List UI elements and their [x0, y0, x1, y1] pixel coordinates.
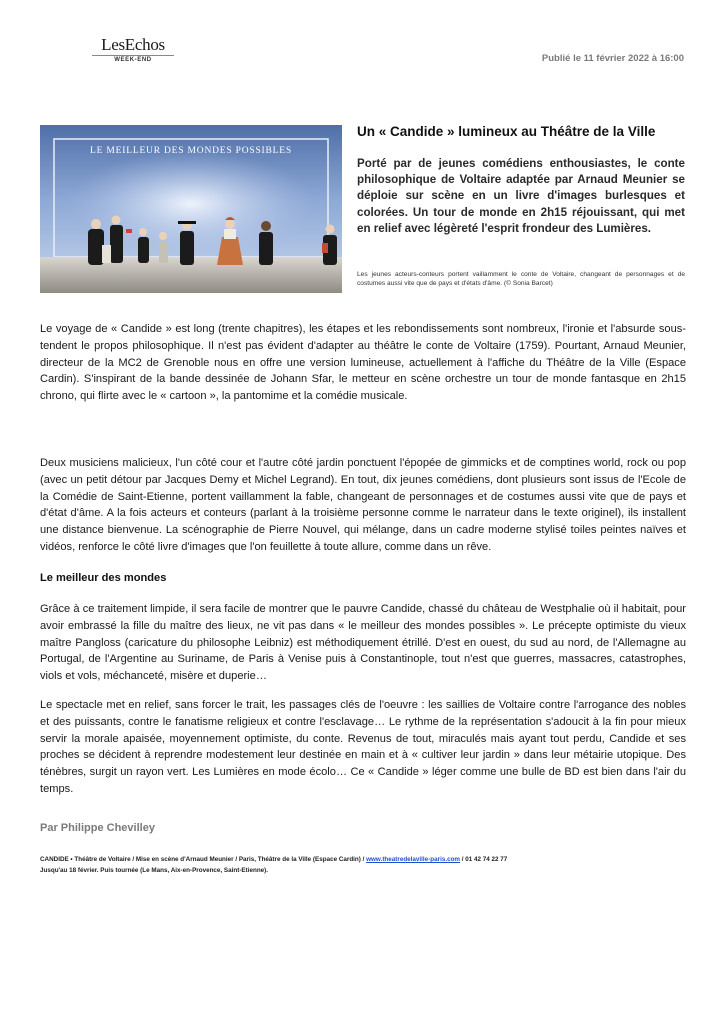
logo-sub-text: WEEK-END: [114, 57, 152, 63]
les-echos-logo: [78, 36, 188, 63]
publication-date: Publié le 11 février 2022 à 16:00: [541, 53, 684, 64]
article-photo: [40, 125, 342, 293]
theatre-website-link[interactable]: www.theatredelaville-paris.com: [366, 856, 461, 863]
credits-line-1: [40, 855, 686, 866]
article-subheading: Le meilleur des mondes: [40, 572, 167, 584]
photo-caption: Les jeunes acteurs-conteurs portent vaillamment le conte de Voltaire, changeant de personnages et de costumes aussi vite que de pays et d'états d'âme. (© Sonia Barcet): [357, 271, 685, 288]
article-paragraph-1: Le voyage de « Candide » est long (trente chapitres), les étapes et les rebondissements sont nombreux, l'ironie et l'absurde sous-tendent le propos philosophique. Il n'est pas évident d'adapter au théâtre le conte de Voltaire (1759). Pourtant, Arnaud Meunier, directeur de la MC2 de Grenoble nous en offre une version lumineuse, actuellement à l'affiche du Théâtre de la Ville (Espace Cardin). S'inspirant de la bande dessinée de Johann Sfar, le metteur en scène orchestre un tour de monde fantasque en 2h15 chrono, qui flirte avec le « cartoon », la pantomime et la comédie musicale.: [40, 323, 686, 403]
article-paragraph-3: Grâce à ce traitement limpide, il sera facile de montrer que le pauvre Candide, chassé du château de Westphalie où il habitait, pour avoir embrassé la fille du maître des lieux, ne vit pas dans « le meilleur des mondes possibles ». Le précepte optimiste du vieux maître Pangloss (caricature du philosophe Leibniz) est méthodiquement étrillé. D'est en ouest, du sud au nord, de l'Allemagne au Portugal, de l'Argentine au Suriname, de Paris à Venise puis à Constantinople, tout n'est que guerres, massacres, catastrophes, viols et vols, méchanceté, misère et duperie…: [40, 603, 686, 683]
logo-main-text: LesEchos: [101, 35, 165, 54]
credits-line-2: Jusqu'au 18 février. Puis tournée (Le Mans, Aix-en-Provence, Saint-Etienne).: [40, 866, 269, 874]
article-byline: Par Philippe Chevilley: [40, 822, 155, 834]
credits-prefix: CANDIDE • Théâtre de Voltaire / Mise en scène d'Arnaud Meunier / Paris, Théâtre de la Ville (Espace Cardin) /: [40, 856, 367, 863]
credits-phone: / 01 42 74 22 77: [460, 856, 508, 863]
article-paragraph-2: Deux musiciens malicieux, l'un côté cour et l'autre côté jardin ponctuent l'épopée de gimmicks et de comptines world, rock ou pop (avec un petit détour par Jacques Demy et Michel Legrand). En tout, dix jeunes comédiens, dont plusieurs sont issus de l'Ecole de la Comédie de Saint-Etienne, portent vaillamment la fable, changeant de personnages et de costumes aussi vite que de pays et d'état d'âme. A la fois acteurs et conteurs (parlant à la troisième personne comme le narrateur dans le texte originel), ils installent une distance bienvenue. La scénographie de Pierre Nouvel, qui mélange, dans un cadre moderne stylisé toiles peintes naïves et vidéos, renforce le côté livre d'images que l'on feuillette à toute allure, comme dans un rêve.: [40, 457, 686, 553]
backdrop-lettering: LE MEILLEUR DES MONDES POSSIBLES: [90, 146, 292, 156]
show-credits: [40, 855, 686, 876]
article-title: Un « Candide » lumineux au Théâtre de la Ville: [357, 124, 656, 139]
logo-rule: [92, 55, 174, 56]
article-paragraph-4: Le spectacle met en relief, sans forcer le trait, les passages clés de l'oeuvre : les saillies de Voltaire contre l'arrogance des nobles et des puissants, contre le fanatisme religieux et contre l'esclavage… Le rythme de la représentation s'adoucit à la fin pour mieux servir la morale apaisée, moyennement optimiste, du conte. Revenus de tout, miraculés mais ayant tout perdu, Candide et ses proches se décident à reprendre modestement leur destinée en main et à « cultiver leur jardin » dans leur métairie utopique. Des ténèbres, surgit un rayon vert. Les Lumières en mode écolo… Ce « Candide » léger comme une bulle de BD est bien dans l'air du temps.: [40, 699, 686, 795]
article-lede: Porté par de jeunes comédiens enthousiastes, le conte philosophique de Voltaire adaptée par Arnaud Meunier se déploie sur scène en un livre d'images burlesques et colorées. Un tour de monde en 2h15 réjouissant, qui met en relief avec légèreté l'esprit frondeur des Lumières.: [357, 157, 685, 235]
stage-photo-illustration: [40, 125, 342, 293]
